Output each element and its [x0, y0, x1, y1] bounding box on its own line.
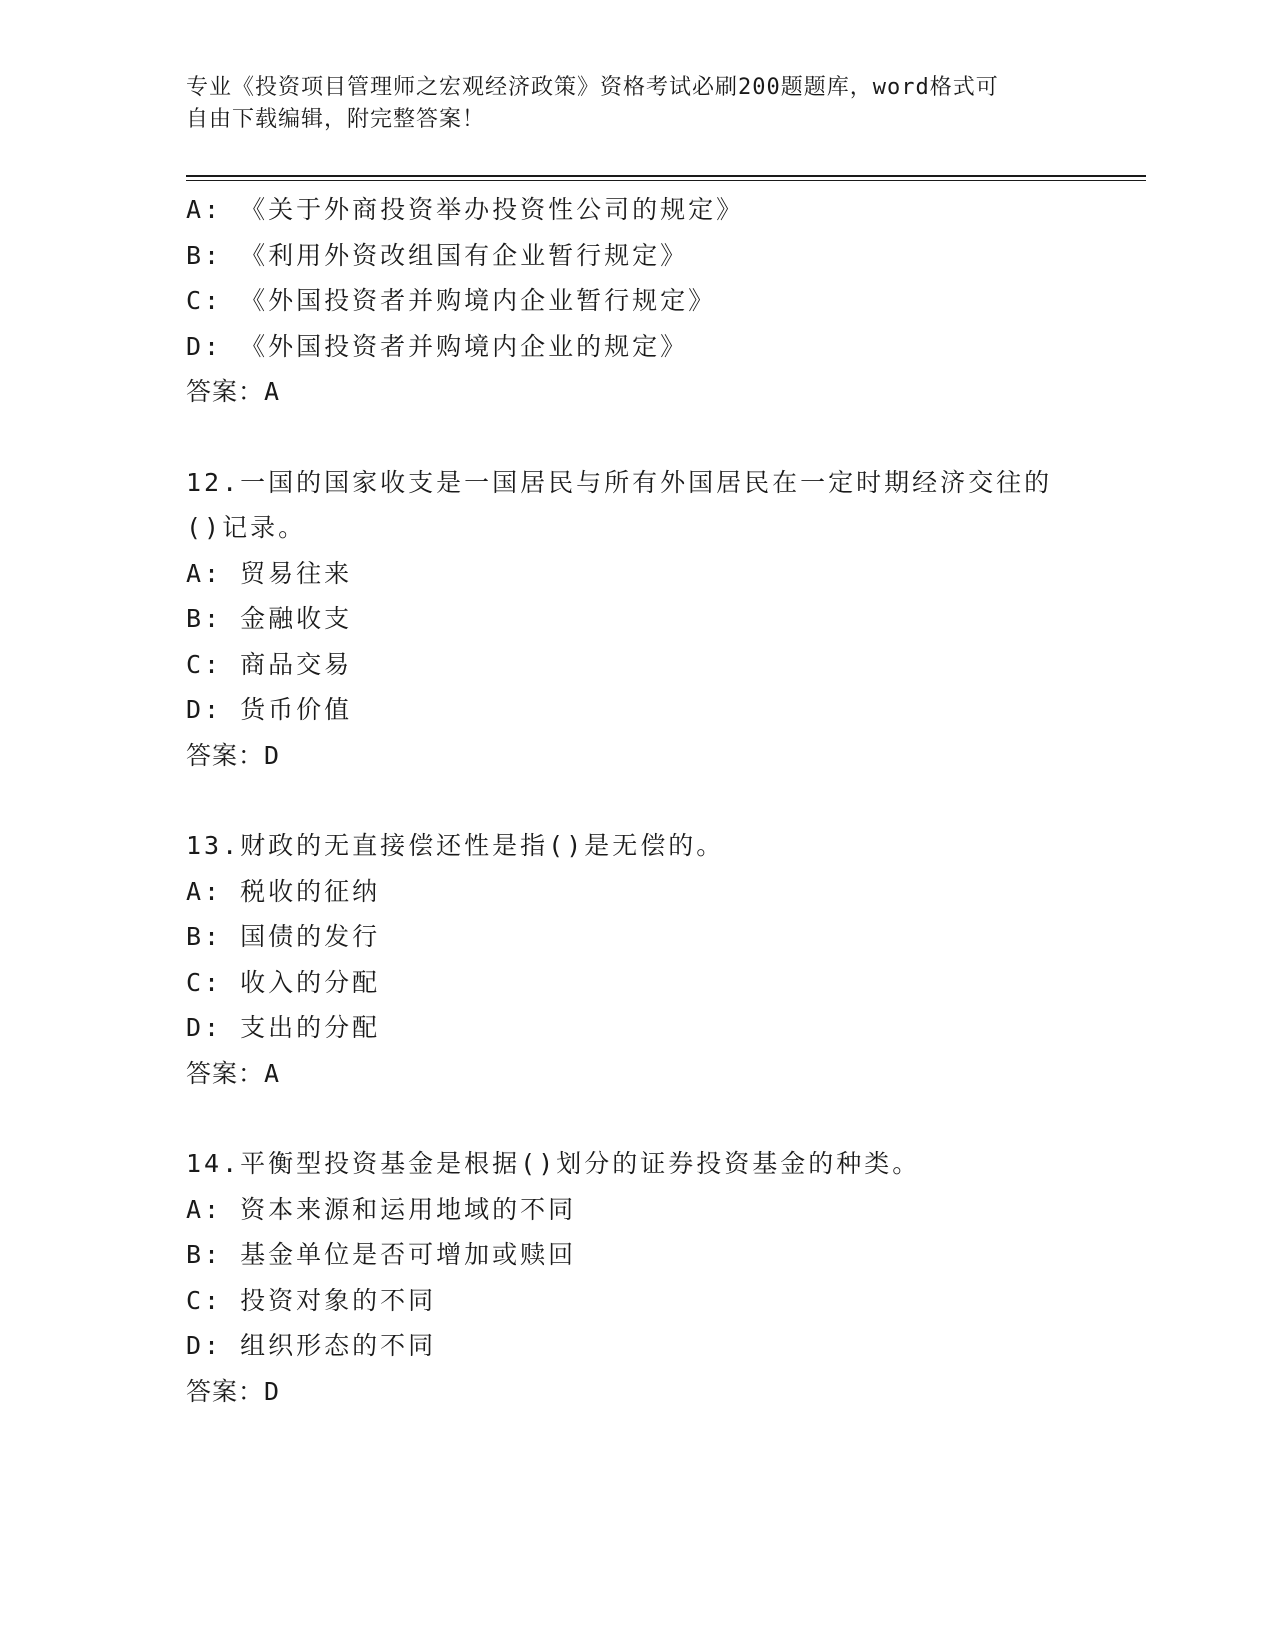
option-b: B: 基金单位是否可增加或赎回	[186, 1240, 577, 1269]
header-divider-thick	[186, 175, 1146, 177]
question-stem-line-1: 12.一国的国家收支是一国居民与所有外国居民在一定时期经济交往的	[186, 467, 1053, 497]
option-a: A: 税收的征纳	[186, 876, 381, 906]
question-13	[186, 823, 1086, 1096]
option-d: D: 货币价值	[186, 695, 353, 724]
option-b: B: 金融收支	[186, 604, 353, 633]
spacer	[186, 1096, 1086, 1141]
option-d: D: 组织形态的不同	[186, 1331, 437, 1360]
header-divider-thin	[186, 180, 1146, 181]
answer-line	[186, 1051, 1086, 1097]
answer-value: D	[264, 740, 281, 770]
question-11	[186, 187, 1086, 415]
spacer	[186, 778, 1086, 823]
question-12	[186, 460, 1086, 779]
header-line-1: 专业《投资项目管理师之宏观经济政策》资格考试必刷200题题库，word格式可	[186, 75, 999, 100]
spacer	[186, 415, 1086, 460]
question-stem-line-2: ()记录。	[186, 513, 307, 542]
answer-label: 答案：	[186, 1058, 265, 1088]
question-stem-line-1: 14.平衡型投资基金是根据()划分的证券投资基金的种类。	[186, 1149, 921, 1178]
answer-line	[186, 733, 1086, 779]
header-line-2: 自由下载编辑，附完整答案！	[186, 107, 486, 132]
option-a: A: 资本来源和运用地域的不同	[186, 1194, 577, 1224]
answer-label: 答案：	[186, 377, 265, 406]
answer-line	[186, 369, 1086, 415]
option-b: B: 国债的发行	[186, 922, 381, 951]
answer-value: A	[264, 1058, 281, 1088]
option-c: C: 投资对象的不同	[186, 1285, 437, 1315]
question-14	[186, 1141, 1086, 1414]
answer-line	[186, 1369, 1086, 1415]
document-header	[186, 72, 1086, 136]
answer-value: A	[264, 377, 281, 406]
question-list	[186, 187, 1086, 1414]
answer-label: 答案：	[186, 1376, 265, 1406]
option-b: B: 《利用外资改组国有企业暂行规定》	[186, 240, 689, 270]
option-a: A: 《关于外商投资举办投资性公司的规定》	[186, 195, 745, 224]
option-c: C: 收入的分配	[186, 967, 381, 997]
answer-label: 答案：	[186, 740, 265, 770]
option-d: D: 支出的分配	[186, 1013, 381, 1042]
option-d: D: 《外国投资者并购境内企业的规定》	[186, 331, 689, 361]
option-c: C: 商品交易	[186, 649, 353, 679]
option-a: A: 贸易往来	[186, 558, 353, 588]
answer-value: D	[264, 1376, 281, 1406]
option-c: C: 《外国投资者并购境内企业暂行规定》	[186, 286, 717, 315]
question-stem-line-1: 13.财政的无直接偿还性是指()是无偿的。	[186, 831, 725, 860]
